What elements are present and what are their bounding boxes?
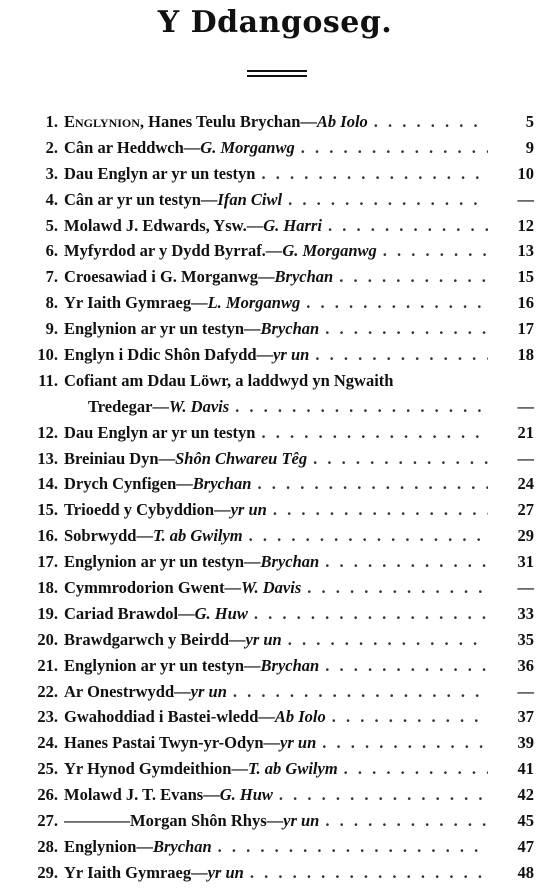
entry-title	[64, 135, 295, 161]
entry-number: 5.	[45, 215, 58, 235]
toc-entry	[0, 653, 550, 679]
entry-title	[64, 549, 319, 575]
entry-author: Ab Iolo	[274, 707, 326, 727]
entry-page-number: 29	[517, 526, 534, 546]
entry-title	[64, 109, 368, 135]
dot-leader	[273, 497, 488, 523]
entry-number: 22.	[37, 681, 58, 701]
entry-page-number: 33	[517, 603, 534, 623]
entry-body	[64, 161, 488, 187]
title-rule-top	[247, 70, 307, 72]
toc-entry	[0, 420, 550, 446]
entry-author: Brychan	[192, 474, 252, 494]
dot-leader	[344, 756, 488, 782]
entry-body	[64, 679, 488, 705]
entry-title-text: Croesawiad i G. Morganwg—	[64, 267, 275, 287]
entry-title	[64, 264, 333, 290]
entry-author: W. Davis	[168, 396, 230, 416]
entry-body	[88, 394, 488, 420]
entry-title	[64, 342, 309, 368]
toc-entry	[0, 135, 550, 161]
entry-title-text: Trioedd y Cybyddion—	[64, 500, 231, 520]
entry-number: 7.	[45, 267, 58, 287]
entry-body	[64, 238, 488, 264]
entry-lead-word: Englynion,	[64, 112, 145, 131]
entry-title	[64, 730, 316, 756]
entry-body	[64, 342, 488, 368]
entry-body	[64, 782, 488, 808]
entry-number: 6.	[45, 241, 58, 261]
entry-title-text: Sobrwydd—	[64, 526, 153, 546]
dot-leader	[332, 704, 488, 730]
entry-title	[64, 860, 244, 886]
page-title: Y Ddangoseg.	[157, 5, 393, 40]
dot-leader	[233, 679, 488, 705]
entry-title	[64, 782, 273, 808]
dot-leader	[250, 860, 488, 886]
entry-title	[64, 497, 267, 523]
dot-leader	[383, 238, 488, 264]
toc-entry	[0, 834, 550, 860]
dot-leader	[325, 316, 488, 342]
entry-body	[64, 627, 488, 653]
entry-title	[64, 471, 251, 497]
entry-page-number: 27	[517, 500, 534, 520]
entry-title	[64, 290, 300, 316]
entry-body	[64, 704, 488, 730]
toc-entry	[0, 342, 550, 368]
entry-number: 26.	[37, 785, 58, 805]
entry-page-number: 9	[525, 137, 534, 157]
entry-number: 19.	[37, 603, 58, 623]
entry-author: Brychan	[260, 552, 320, 572]
entry-page-number: 10	[517, 163, 534, 183]
entry-page-number: 5	[525, 112, 534, 131]
entry-author: G. Harri	[263, 215, 322, 235]
toc-entry	[0, 109, 550, 135]
entry-author: yr un	[280, 733, 317, 753]
entry-page-number: 48	[517, 862, 534, 882]
entry-number: 15.	[37, 500, 58, 520]
entry-body	[64, 316, 488, 342]
toc-entry	[0, 316, 550, 342]
toc-entry	[0, 394, 550, 420]
entry-title-text: Breiniau Dyn—	[64, 448, 176, 468]
entry-body	[64, 756, 488, 782]
entry-author: Ab Iolo	[316, 112, 368, 131]
entry-page-number: —	[517, 396, 534, 416]
toc-entry	[0, 549, 550, 575]
entry-title-text: Dau Englyn ar yr un testyn	[64, 163, 256, 183]
dot-leader	[218, 834, 488, 860]
entry-title-text: Drych Cynfigen—	[64, 474, 193, 494]
entry-title-text: Englynion ar yr un testyn—	[64, 319, 261, 339]
entry-body	[64, 808, 488, 834]
entry-title-text: Yr Iaith Gymraeg—	[64, 862, 208, 882]
toc-entry	[0, 523, 550, 549]
entry-page-number: 12	[517, 215, 534, 235]
entry-page-number: 31	[517, 552, 534, 572]
toc-entry	[0, 679, 550, 705]
toc-entry	[0, 187, 550, 213]
entry-page-number: —	[517, 189, 534, 209]
entry-number: 16.	[37, 526, 58, 546]
entry-body	[64, 471, 488, 497]
entry-author: G. Huw	[219, 785, 273, 805]
toc-entry	[0, 860, 550, 886]
entry-author: Brychan	[152, 836, 212, 856]
entry-number: 27.	[37, 811, 58, 831]
entry-number: 28.	[37, 836, 58, 856]
toc-entry	[0, 446, 550, 472]
entry-page-number: 16	[517, 293, 534, 313]
entry-number: 25.	[37, 759, 58, 779]
dot-leader	[279, 782, 488, 808]
entry-page-number: —	[517, 578, 534, 598]
entry-author: T. ab Gwilym	[247, 759, 338, 779]
toc-entry	[0, 238, 550, 264]
toc-entry	[0, 730, 550, 756]
entry-author: W. Davis	[241, 578, 302, 598]
dot-leader	[288, 627, 488, 653]
entry-number: 10.	[37, 345, 58, 365]
entry-title	[64, 213, 322, 239]
entry-title-text: Englynion ar yr un testyn—	[64, 655, 261, 675]
dot-leader	[249, 523, 488, 549]
entry-body	[64, 523, 488, 549]
entry-page-number: 35	[517, 629, 534, 649]
entry-body	[64, 187, 488, 213]
entry-title	[64, 316, 319, 342]
toc-entry	[0, 601, 550, 627]
entry-page-number: —	[517, 448, 534, 468]
entry-body	[64, 575, 488, 601]
entry-body	[64, 834, 488, 860]
entry-number: 2.	[45, 137, 58, 157]
entry-page-number: 17	[517, 319, 534, 339]
toc-entry	[0, 213, 550, 239]
entry-number: 17.	[37, 552, 58, 572]
toc-entry	[0, 704, 550, 730]
entry-page-number: 47	[517, 836, 534, 856]
entry-title	[64, 808, 319, 834]
toc-entry	[0, 471, 550, 497]
entry-author: yr un	[230, 500, 267, 520]
dot-leader	[322, 730, 488, 756]
toc-entry	[0, 808, 550, 834]
dot-leader	[315, 342, 488, 368]
entry-title-text: Brawdgarwch y Beirdd—	[64, 629, 246, 649]
entry-title-text: Englynion—	[64, 836, 153, 856]
entry-title-text: Yr Hynod Gymdeithion—	[64, 759, 248, 779]
entry-number: 1.	[45, 112, 58, 131]
entry-author: yr un	[283, 811, 320, 831]
entry-title-text: Cân ar Heddwch—	[64, 137, 201, 157]
entry-number: 8.	[45, 293, 58, 313]
entry-title-text: Englyn i Ddic Shôn Dafydd—	[64, 345, 274, 365]
entry-title	[88, 394, 229, 420]
entry-body	[64, 264, 488, 290]
entry-body	[64, 653, 488, 679]
entry-author: G. Morganwg	[282, 241, 377, 261]
entry-title-text: ————Morgan Shôn Rhys—	[64, 811, 284, 831]
entry-title	[64, 161, 255, 187]
toc-entry	[0, 497, 550, 523]
entry-page-number: 24	[517, 474, 534, 494]
entry-page-number: —	[517, 681, 534, 701]
toc-entry	[0, 627, 550, 653]
entry-title	[64, 704, 326, 730]
dot-leader	[235, 394, 488, 420]
entry-title-text: Englynion ar yr un testyn—	[64, 552, 261, 572]
entry-number: 11.	[38, 370, 58, 390]
entry-body	[64, 290, 488, 316]
entry-author: T. ab Gwilym	[152, 526, 243, 546]
entry-title-text: Cofiant am Ddau Löwr, a laddwyd yn Ngwaith	[64, 370, 394, 390]
entry-title	[64, 523, 243, 549]
dot-leader	[307, 575, 488, 601]
toc-entry	[0, 575, 550, 601]
table-of-contents	[0, 109, 550, 886]
entry-title	[64, 834, 212, 860]
dot-leader	[257, 471, 488, 497]
entry-title-text: Molawd J. Edwards, Ysw.—	[64, 215, 264, 235]
entry-body	[64, 549, 488, 575]
entry-page-number: 36	[517, 655, 534, 675]
dot-leader	[339, 264, 488, 290]
dot-leader	[261, 420, 488, 446]
entry-page-number: 41	[517, 759, 534, 779]
dot-leader	[325, 549, 488, 575]
entry-page-number: 13	[517, 241, 534, 261]
entry-title	[64, 238, 377, 264]
entry-number: 13.	[37, 448, 58, 468]
entry-title-text: Cân ar yr un testyn—	[64, 189, 218, 209]
entry-title-text: Cariad Brawdol—	[64, 603, 195, 623]
entry-body	[64, 109, 488, 135]
toc-entry	[0, 368, 550, 394]
entry-author: Brychan	[260, 655, 320, 675]
entry-title	[64, 679, 227, 705]
dot-leader	[261, 161, 488, 187]
entry-title	[64, 187, 282, 213]
toc-entry	[0, 290, 550, 316]
dot-leader	[288, 187, 488, 213]
entry-author: yr un	[207, 862, 244, 882]
entry-author: G. Huw	[194, 603, 248, 623]
entry-page-number: 42	[517, 785, 534, 805]
entry-number: 4.	[45, 189, 58, 209]
entry-number: 21.	[37, 655, 58, 675]
toc-entry	[0, 756, 550, 782]
entry-title	[64, 756, 338, 782]
toc-entry	[0, 782, 550, 808]
entry-number: 29.	[37, 862, 58, 882]
entry-title-text: Cymmrodorion Gwent—	[64, 578, 242, 598]
title-rule-bottom	[247, 75, 307, 77]
dot-leader	[313, 446, 488, 472]
dot-leader	[254, 601, 488, 627]
entry-body	[64, 420, 488, 446]
dot-leader	[328, 213, 488, 239]
entry-author: Shôn Chwareu Têg	[175, 448, 308, 468]
entry-title-text: Ar Onestrwydd—	[64, 681, 191, 701]
entry-body	[64, 213, 488, 239]
entry-number: 9.	[45, 319, 58, 339]
entry-author: Brychan	[274, 267, 334, 287]
entry-body	[64, 601, 488, 627]
entry-number: 18.	[37, 578, 58, 598]
entry-author: Ifan Ciwl	[217, 189, 283, 209]
dot-leader	[301, 135, 488, 161]
entry-page-number: 45	[517, 811, 534, 831]
entry-title-text: Hanes Teulu Brychan—	[144, 112, 317, 131]
entry-title	[64, 446, 307, 472]
entry-body	[64, 860, 488, 886]
entry-number: 23.	[37, 707, 58, 727]
entry-author: L. Morganwg	[207, 293, 301, 313]
dot-leader	[306, 290, 488, 316]
entry-author: yr un	[245, 629, 282, 649]
dot-leader	[325, 653, 488, 679]
entry-body	[64, 135, 488, 161]
entry-body	[64, 497, 488, 523]
entry-title-text: Yr Iaith Gymraeg—	[64, 293, 208, 313]
entry-page-number: 39	[517, 733, 534, 753]
entry-title	[64, 653, 319, 679]
dot-leader	[374, 109, 488, 135]
entry-number: 3.	[45, 163, 58, 183]
entry-page-number: 18	[517, 345, 534, 365]
entry-title	[64, 420, 255, 446]
entry-page-number: 37	[517, 707, 534, 727]
entry-body	[64, 368, 488, 394]
entry-title-text: Tredegar—	[88, 396, 169, 416]
entry-title-text: Dau Englyn ar yr un testyn	[64, 422, 256, 442]
entry-title	[64, 368, 393, 394]
entry-body	[64, 446, 488, 472]
entry-number: 20.	[37, 629, 58, 649]
entry-number: 24.	[37, 733, 58, 753]
entry-number: 14.	[37, 474, 58, 494]
entry-author: yr un	[190, 681, 227, 701]
entry-title	[64, 601, 248, 627]
entry-page-number: 15	[517, 267, 534, 287]
entry-title	[64, 627, 282, 653]
entry-author: yr un	[273, 345, 310, 365]
entry-page-number: 21	[517, 422, 534, 442]
entry-number: 12.	[37, 422, 58, 442]
entry-title-text: Gwahoddiad i Bastei-wledd—	[64, 707, 275, 727]
toc-entry	[0, 264, 550, 290]
entry-author: G. Morganwg	[200, 137, 295, 157]
entry-title-text: Molawd J. T. Evans—	[64, 785, 220, 805]
entry-title-text: Myfyrdod ar y Dydd Byrraf.—	[64, 241, 283, 261]
entry-author: Brychan	[260, 319, 320, 339]
toc-entry	[0, 161, 550, 187]
entry-title-text: Hanes Pastai Twyn-yr-Odyn—	[64, 733, 281, 753]
dot-leader	[325, 808, 488, 834]
entry-body	[64, 730, 488, 756]
entry-title	[64, 575, 301, 601]
